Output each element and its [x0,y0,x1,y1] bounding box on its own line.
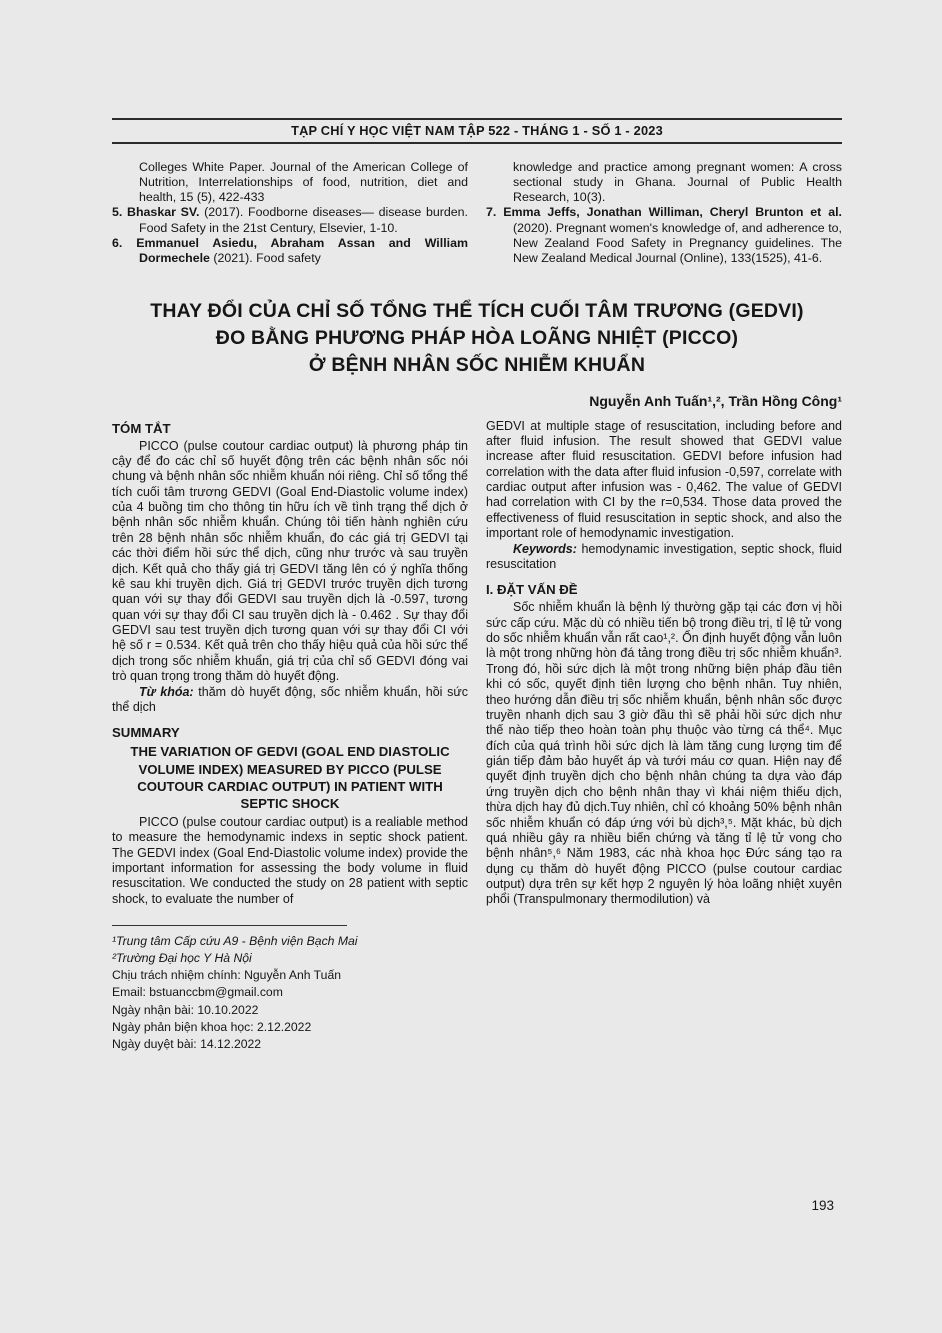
keywords-label-vi: Từ khóa: [139,684,194,699]
keywords-text-vi: thăm dò huyết động, sốc nhiễm khuẩn, hồi sức thể dịch [112,684,468,714]
references-right-column [486,160,842,266]
reference-5-authors: Bhaskar SV. [127,205,200,220]
reference-7-number: 7. [486,205,497,220]
keywords-label-en: Keywords: [513,541,577,556]
reference-6-number: 6. [112,235,123,250]
journal-header [112,118,842,144]
reference-6-authors: Emmanuel Asiedu, Abraham Assan and William Dormechele [136,235,468,265]
summary-text-right: GEDVI at multiple stage of resuscitation, including before and after fluid infusion. The result showed that GEDVI value increase after fluid resuscitation. GEDVI before infusion had correlation with the data after fluid infusion -0,597, correlate with cardiac output after infusion was - 0,462. The value of GEDVI had correlation with CI by the r=0,534. Those data proved the effectiveness of fluid resuscitation in septic shock, and also the important role of hemodynamic investigation. [486,418,842,541]
abstract-text: PICCO (pulse coutour cardiac output) là phương pháp tin cậy để đo các chỉ số huyết động trên các bệnh nhân sốc nói chung và bệnh nhân sốc nhiễm khuẩn nói riêng. Chỉ số tổng thể tích cuối tâm trương GEDVI (Goal End-Diastolic volume index) của 4 buồng tim cho thông tin hữu ích về tình trạng thể dịch ở bệnh nhân sốc nhiễm khuẩn. Chúng tôi tiến hành nghiên cứu trên 28 bệnh nhân sốc nhiễm khuẩn, đo các giá trị GEDVI tại các thời điểm hồi sức thể dịch, cũng như trước và sau truyền dịch. Kết quả cho thấy giá trị GEDVI tăng lên có ý nghĩa thống kê sau khi truyền dịch. Giá trị GEDVI trước truyền dịch tương quan với sự thay đổi GEDVI sau truyền dịch là -0.597, tương quan với sự thay đổi CI sau truyền dịch là - 0.462 . Sự thay đổi GEDVI sau test truyền dịch tương quan với sự thay đổi CI với hệ số r = 0.534. Kết quả trên cho thấy hiệu quả của hồi sức thể dịch trong sốc nhiễm khuẩn, giá trị của chỉ số GEDVI đóng vai trò quan trọng trong thăm dò huyết động. [112,438,468,684]
footnote-date-received: Ngày nhận bài: 10.10.2022 [112,1002,259,1017]
references-left-column [112,160,468,266]
keywords-text-en: hemodynamic investigation, septic shock, fluid resuscitation [486,541,842,571]
footnote-corresponding-author: Chịu trách nhiệm chính: Nguyễn Anh Tuấn [112,968,341,983]
right-column [486,419,842,1053]
footnote-date-reviewed: Ngày phản biện khoa học: 2.12.2022 [112,1019,312,1034]
reference-item-6 [112,236,468,266]
footnote-affiliation-2: ²Trường Đại học Y Hà Nội [112,951,252,966]
footnote-email: Email: bstuanccbm@gmail.com [112,985,283,1000]
abstract-heading: TÓM TẮT [112,420,171,436]
reference-item-7 [486,205,842,266]
reference-continuation-right: knowledge and practice among pregnant women: A cross sectional study in Ghana. Journal of Public Health Research, 10(3). [513,160,842,205]
summary-text-left: PICCO (pulse coutour cardiac output) is a realiable method to measure the hemodynamic indexs in septic shock patient. The GEDVI index (Goal End-Diastolic volume index) provide the important information for assessing the body volume in fluid resuscitation. We conducted the study on 28 patient with septic shock, to evaluate the number of [112,814,468,906]
footnote-affiliation-1: ¹Trung tâm Cấp cứu A9 - Bệnh viện Bạch Mai [112,934,358,949]
footnote-date-accepted: Ngày duyệt bài: 14.12.2022 [112,1036,262,1051]
abstract-keywords [112,685,468,716]
article-title-line1: THAY ĐỔI CỦA CHỈ SỐ TỔNG THỂ TÍCH CUỐI TÂM TRƯƠNG (GEDVI) [150,299,804,322]
references-section [112,160,842,266]
summary-keywords [486,542,842,573]
article-authors: Nguyễn Anh Tuấn¹,², Trần Hồng Công¹ [589,392,842,409]
summary-heading: SUMMARY [112,725,180,741]
reference-5-text: (2017). Foodborne diseases— disease burden. Food Safety in the 21st Century, Elsevier, 1-10. [139,205,468,235]
page-number: 193 [811,1198,834,1213]
section1-heading: I. ĐẶT VẤN ĐỀ [486,582,578,598]
article-body [112,419,842,1053]
reference-7-text: (2020). Pregnant women's knowledge of, and adherence to, New Zealand Food Safety in Pregnancy guidelines. The New Zealand Medical Journal (Online), 133(1525), 41-6. [513,220,842,265]
journal-header-text: TẠP CHÍ Y HỌC VIỆT NAM TẬP 522 - THÁNG 1 - SỐ 1 - 2023 [291,123,663,138]
article-title-line3: Ở BỆNH NHÂN SỐC NHIỄM KHUẨN [308,353,646,376]
left-column [112,419,468,1053]
section1-text: Sốc nhiễm khuẩn là bệnh lý thường gặp tại các đơn vị hồi sức cấp cứu. Mặc dù có nhiều tiến bộ trong điều trị, tỉ lệ tử vong do sốc nhiễm khuẩn vẫn rất cao¹,². Ổn định huyết động vẫn luôn là một trong những hòn đá tảng trong điều trị sốc nhiễm khuẩn³. Trong đó, hồi sức dịch là một trong những biện pháp đầu tiên khi có sốc, quyết định tiên lượng cho bệnh nhân. Tuy nhiên, theo hướng dẫn điều trị sốc nhiễm khuẩn, bệnh nhân sốc được truyền nhanh dịch sau 3 giờ đầu thì sẽ phải hồi sức dịch như thế nào tiếp theo hoàn toàn phụ thuộc vào từng cá thể⁴. Mục đích của quá trình hồi sức dịch là làm tăng cung lượng tim để gián tiếp đảm bảo huyết áp và tưới máu cơ quan. Hiện nay để quyết định truyền dịch cho bệnh nhân chúng ta dựa vào đáp ứng truyền dịch cho bệnh nhân thay vì khái niệm thiếu dịch, thừa dịch hay đủ dịch.Tuy nhiên, chỉ có khoảng 50% bệnh nhân sốc nhiễm khuẩn có đáp ứng với bù dịch³,⁵. Mặt khác, bù dịch quá nhiều gây ra nhiều biến chứng và tăng tỉ lệ tử vong cho bệnh nhân⁵,⁶ Năm 1983, các nhà khoa học Đức sáng tạo ra dụng cụ thăm dò huyết động PICCO (pulse coutour cardiac output) dựa trên sự kết hợp 2 nguyên lý hòa loãng nhiệt xuyên phổi (Transpulmonary thermodilution) và [486,600,842,907]
footnote-block [112,925,468,1053]
summary-title: THE VARIATION OF GEDVI (GOAL END DIASTOLIC VOLUME INDEX) MEASURED BY PICCO (PULSE COUTOUR CARDIAC OUTPUT) IN PATIENT WITH SEPTIC SHOCK [130,744,450,811]
article-title-line2: ĐO BẰNG PHƯƠNG PHÁP HÒA LOÃNG NHIỆT (PICCO) [215,326,739,349]
article-title [112,298,842,379]
reference-5-number: 5. [112,205,123,220]
footnote-divider [112,925,347,926]
reference-7-authors: Emma Jeffs, Jonathan Williman, Cheryl Brunton et al. [503,205,842,220]
reference-6-text: (2021). Food safety [213,250,321,265]
reference-continuation-left: Colleges White Paper. Journal of the American College of Nutrition, Interrelationships of food, nutrition, diet and health, 15 (5), 422-433 [139,160,468,205]
reference-item-5 [112,205,468,235]
